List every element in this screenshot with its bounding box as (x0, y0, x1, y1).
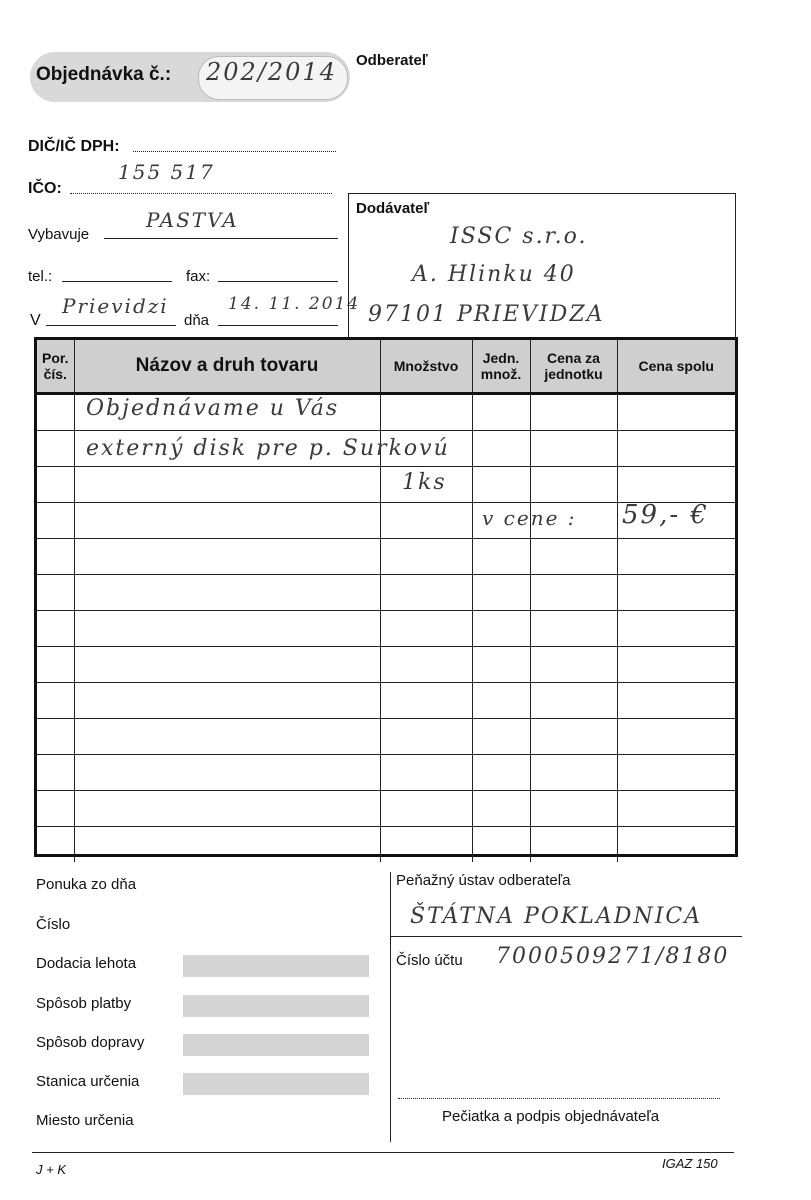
table-cell (380, 755, 472, 791)
offer-date-label: Ponuka zo dňa (36, 876, 137, 893)
table-cell (380, 503, 472, 539)
signature-line (398, 1098, 720, 1099)
table-cell (530, 647, 617, 683)
table-cell (617, 611, 735, 647)
table-cell (472, 575, 530, 611)
table-row (37, 467, 735, 503)
shipping-method-label: Spôsob dopravy (36, 1034, 145, 1051)
table-row (37, 719, 735, 755)
table-cell (74, 575, 380, 611)
table-cell (472, 539, 530, 575)
table-cell (380, 683, 472, 719)
customer-label: Odberateľ (356, 52, 428, 69)
bottom-rule (32, 1152, 734, 1153)
table-cell (472, 755, 530, 791)
table-cell (472, 719, 530, 755)
fax-label: fax: (186, 268, 211, 285)
footer-divider (390, 872, 391, 1142)
form-code-left: J + K (36, 1162, 66, 1177)
destination-place-label: Miesto určenia (36, 1112, 134, 1129)
table-cell (380, 647, 472, 683)
bank-separator (390, 936, 742, 937)
table-cell (380, 394, 472, 431)
place-field (46, 325, 176, 326)
table-cell (74, 719, 380, 755)
table-cell (617, 647, 735, 683)
table-cell (74, 755, 380, 791)
table-cell (530, 827, 617, 863)
table-cell (617, 791, 735, 827)
table-cell (617, 827, 735, 863)
table-cell (74, 827, 380, 863)
table-row (37, 611, 735, 647)
table-row (37, 755, 735, 791)
ico-field (70, 193, 332, 194)
table-cell (37, 539, 74, 575)
supplier-address: A. Hlinku 40 (412, 262, 576, 287)
table-cell (472, 611, 530, 647)
item-quantity: 1ks (402, 470, 447, 495)
place-value: Prievidzi (62, 294, 169, 318)
place-label: V (30, 312, 41, 329)
item-price-note: v cene : (482, 506, 577, 530)
col-header-qty: Množstvo (380, 340, 472, 394)
supplier-name: ISSC s.r.o. (450, 224, 588, 249)
delivery-time-field (183, 955, 369, 977)
table-cell (74, 683, 380, 719)
bank-value: ŠTÁTNA POKLADNICA (410, 904, 703, 929)
destination-station-field (183, 1073, 369, 1095)
table-cell (617, 467, 735, 503)
signature-label: Pečiatka a podpis objednávateľa (442, 1108, 660, 1125)
table-cell (37, 503, 74, 539)
table-cell (617, 575, 735, 611)
table-cell (472, 467, 530, 503)
order-label: Objednávka č.: (36, 64, 172, 85)
table-cell (530, 575, 617, 611)
table-cell (37, 467, 74, 503)
table-cell (617, 431, 735, 467)
table-cell (37, 647, 74, 683)
table-cell (37, 791, 74, 827)
table-row (37, 539, 735, 575)
item-price-value: 59,- € (622, 500, 709, 530)
delivery-time-label: Dodacia lehota (36, 955, 137, 972)
table-cell (617, 539, 735, 575)
table-cell (472, 394, 530, 431)
handled-by-value: PASTVA (146, 208, 239, 232)
table-cell (380, 539, 472, 575)
table-cell (530, 394, 617, 431)
table-cell (37, 575, 74, 611)
table-cell (74, 539, 380, 575)
table-cell (472, 683, 530, 719)
payment-method-field (183, 995, 369, 1017)
table-cell (617, 755, 735, 791)
col-header-no: Por. čís. (37, 340, 74, 394)
table-cell (617, 683, 735, 719)
table-cell (530, 791, 617, 827)
ico-label: IČO: (28, 180, 62, 197)
table-cell (74, 611, 380, 647)
tel-field (62, 281, 172, 282)
date-field (218, 325, 338, 326)
account-label: Číslo účtu (396, 952, 463, 969)
account-value: 7000509271/8180 (496, 944, 730, 969)
item-line-2: externý disk pre p. Surkovú (86, 436, 450, 461)
table-cell (530, 467, 617, 503)
table-row (37, 827, 735, 863)
col-header-total: Cena spolu (617, 340, 735, 394)
table-cell (74, 791, 380, 827)
table-cell (472, 431, 530, 467)
date-label: dňa (184, 312, 210, 329)
table-cell (472, 647, 530, 683)
table-cell (530, 683, 617, 719)
ico-value: 155 517 (118, 160, 215, 184)
table-cell (37, 755, 74, 791)
col-header-unit-price: Cena za jednotku (530, 340, 617, 394)
table-cell (530, 719, 617, 755)
table-cell (74, 467, 380, 503)
bank-label: Peňažný ústav odberateľa (396, 872, 571, 889)
table-cell (380, 827, 472, 863)
table-cell (530, 611, 617, 647)
table-row (37, 683, 735, 719)
table-cell (617, 394, 735, 431)
table-cell (74, 647, 380, 683)
table-cell (37, 683, 74, 719)
table-cell (37, 719, 74, 755)
table-cell (472, 827, 530, 863)
order-number-value: 202/2014 (206, 58, 337, 86)
supplier-label: Dodávateľ (356, 200, 430, 217)
handled-by-field (104, 238, 338, 239)
supplier-city: 97101 PRIEVIDZA (368, 302, 605, 327)
table-cell (380, 791, 472, 827)
table-cell (617, 719, 735, 755)
handled-by-label: Vybavuje (28, 226, 90, 243)
table-cell (530, 539, 617, 575)
item-line-1: Objednávame u Vás (86, 396, 340, 421)
col-header-name: Názov a druh tovaru (74, 340, 380, 394)
table-cell (380, 575, 472, 611)
table-cell (37, 827, 74, 863)
table-cell (37, 611, 74, 647)
table-cell (74, 503, 380, 539)
dic-label: DIČ/IČ DPH: (28, 138, 120, 155)
table-cell (530, 755, 617, 791)
destination-station-label: Stanica určenia (36, 1073, 140, 1090)
table-row (37, 647, 735, 683)
form-code-right: IGAZ 150 (662, 1156, 718, 1171)
table-cell (380, 719, 472, 755)
table-cell (530, 431, 617, 467)
shipping-method-field (183, 1034, 369, 1056)
tel-label: tel.: (28, 268, 53, 285)
dic-field (133, 151, 336, 152)
table-cell (37, 431, 74, 467)
table-row (37, 575, 735, 611)
number-label: Číslo (36, 916, 71, 933)
table-cell (380, 611, 472, 647)
fax-field (218, 281, 338, 282)
payment-method-label: Spôsob platby (36, 995, 132, 1012)
table-cell (37, 394, 74, 431)
date-value: 14. 11. 2014 (228, 294, 361, 314)
table-header-row (37, 340, 735, 394)
col-header-unit: Jedn. množ. (472, 340, 530, 394)
table-row (37, 791, 735, 827)
table-cell (472, 791, 530, 827)
